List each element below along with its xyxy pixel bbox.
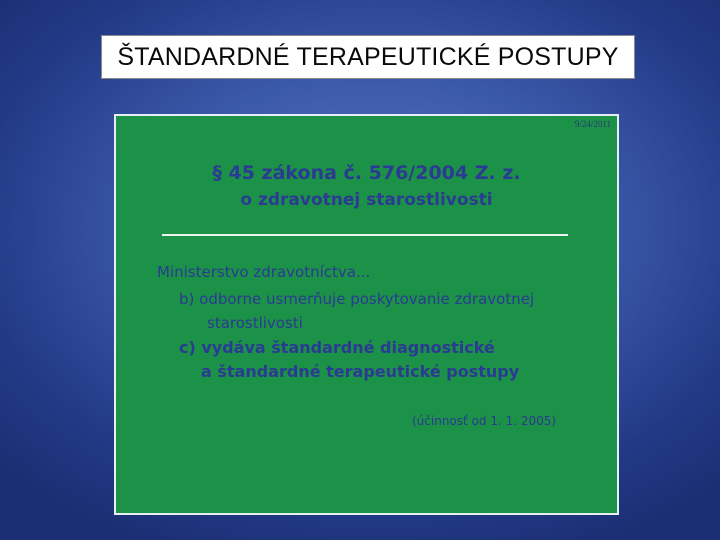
- slide-title-box: [101, 35, 635, 79]
- body-line-b: b) odborne usmerňuje poskytovanie zdravotnej: [179, 290, 535, 308]
- body-line-ministry: Ministerstvo zdravotníctva...: [157, 263, 371, 281]
- panel-date: 9/24/2011: [574, 119, 611, 129]
- law-heading-line2: o zdravotnej starostlivosti: [240, 190, 493, 210]
- embedded-slide-panel: [114, 114, 619, 515]
- body-line-c: c) vydáva štandardné diagnostické: [179, 338, 495, 357]
- body-line-b-cont: starostlivosti: [207, 314, 303, 332]
- slide-title: ŠTANDARDNÉ TERAPEUTICKÉ POSTUPY: [117, 42, 619, 71]
- body-line-c-cont: a štandardné terapeutické postupy: [201, 362, 520, 381]
- divider-rule: [162, 234, 568, 236]
- law-heading-line1: § 45 zákona č. 576/2004 Z. z.: [212, 162, 521, 184]
- effective-date-note: (účinnosť od 1. 1. 2005): [412, 414, 557, 428]
